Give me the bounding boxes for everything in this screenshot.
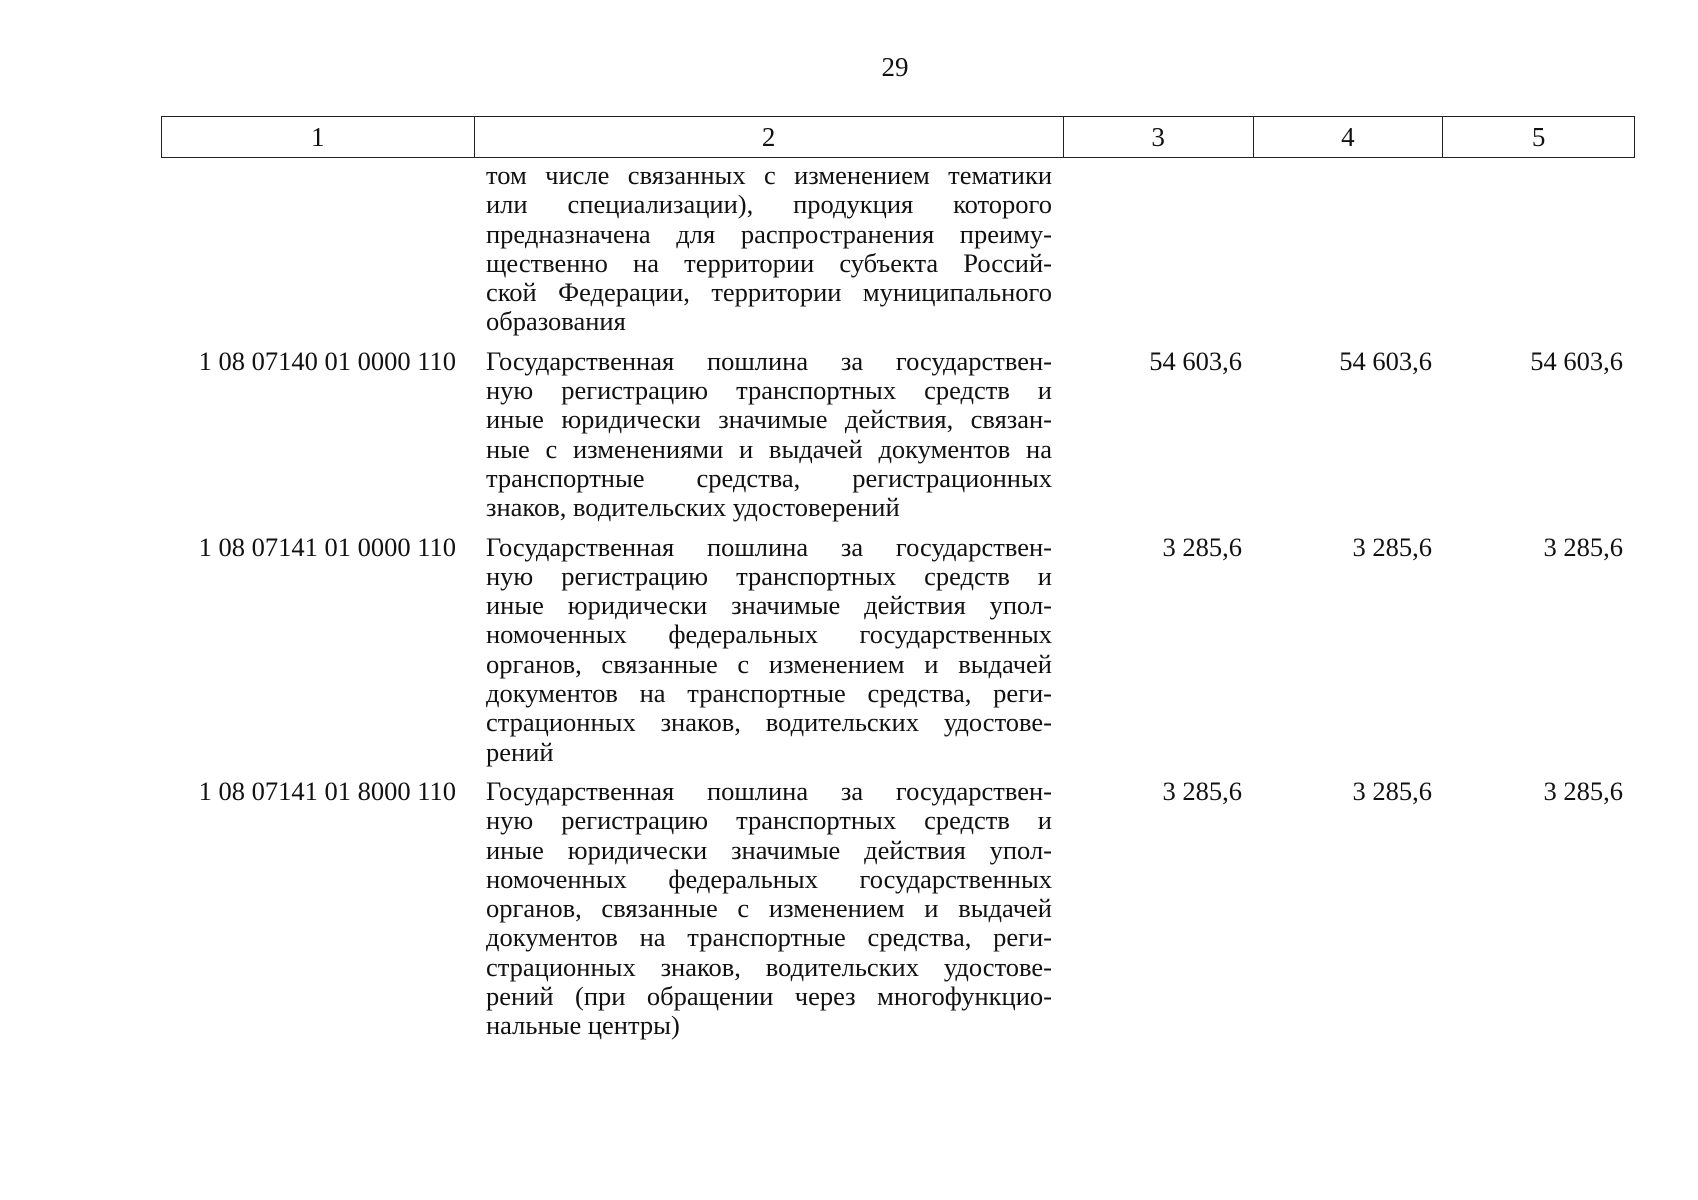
description-line: образования (486, 307, 626, 337)
table-body (161, 161, 1635, 1041)
description-line: органов, связанные с изменением и выдачей (486, 649, 1052, 679)
row-value-3: 3 285,6 (1162, 531, 1242, 562)
column-header-5: 5 (1531, 121, 1546, 152)
column-header-2: 2 (475, 117, 1064, 157)
description-line: органов, связанные с изменением и выдачей (486, 894, 1052, 924)
row-value-4: 3 285,6 (1352, 775, 1432, 806)
description-line: Государственная пошлина за государствен- (486, 346, 1052, 376)
page-number: 29 (881, 52, 909, 82)
table-row (161, 533, 1635, 767)
column-header-1: 1 (162, 117, 475, 157)
description-line: ную регистрацию транспортных средств и (486, 561, 1052, 591)
description-line: документов на транспортные средства, реги- (486, 679, 1052, 709)
row-description (474, 347, 1064, 523)
table-row (161, 347, 1635, 523)
table-header-row (161, 116, 1635, 158)
description-line: знаков, водительских удостоверений (486, 493, 900, 523)
description-line: ную регистрацию транспортных средств и (486, 806, 1052, 836)
column-header-3: 3 (1064, 117, 1254, 157)
description-line: номоченных федеральных государственных (486, 620, 1052, 650)
row-code: 1 08 07140 01 0000 110 (198, 345, 456, 376)
row-description (474, 533, 1064, 767)
description-line: страционных знаков, водительских удостове- (486, 708, 1052, 738)
row-value-4: 54 603,6 (1339, 345, 1432, 376)
row-value-3: 54 603,6 (1149, 345, 1242, 376)
row-value-4 (1254, 161, 1444, 337)
row-description (474, 777, 1064, 1041)
row-value-3 (1064, 161, 1254, 337)
description-line: щественно на территории субъекта Россий- (486, 248, 1052, 278)
description-line: иные юридически значимые действия, связан- (486, 405, 1052, 435)
row-description (474, 161, 1064, 337)
description-line: транспортные средства, регистрационных (486, 463, 1052, 493)
description-line: Государственная пошлина за государствен- (486, 776, 1052, 806)
row-value-3: 3 285,6 (1162, 775, 1242, 806)
description-line: рений (при обращении через многофункцио- (486, 982, 1052, 1012)
description-line: Государственная пошлина за государствен- (486, 532, 1052, 562)
description-line: ской Федерации, территории муниципального (486, 278, 1052, 308)
description-line: документов на транспортные средства, реги- (486, 923, 1052, 953)
row-value-5 (1444, 161, 1635, 337)
description-line: иные юридически значимые действия упол- (486, 591, 1052, 621)
row-code: 1 08 07141 01 8000 110 (198, 775, 456, 806)
description-line: рений (486, 737, 554, 767)
table-row (161, 777, 1635, 1041)
description-line: предназначена для распространения преиму- (486, 219, 1052, 249)
row-code: 1 08 07141 01 0000 110 (198, 531, 456, 562)
budget-table (161, 116, 1635, 1041)
description-line: том числе связанных с изменением тематики (486, 161, 1052, 190)
column-header-4: 4 (1254, 117, 1444, 157)
row-value-5: 3 285,6 (1543, 531, 1623, 562)
description-line: или специализации), продукция которого (486, 190, 1052, 220)
description-line: страционных знаков, водительских удостове- (486, 952, 1052, 982)
row-value-5: 3 285,6 (1543, 775, 1623, 806)
row-value-5: 54 603,6 (1530, 345, 1623, 376)
row-code (161, 161, 474, 337)
description-line: ные с изменениями и выдачей документов на (486, 434, 1052, 464)
row-value-4: 3 285,6 (1352, 531, 1432, 562)
table-row-continuation (161, 161, 1635, 337)
description-line: ную регистрацию транспортных средств и (486, 376, 1052, 406)
description-line: иные юридически значимые действия упол- (486, 835, 1052, 865)
description-line: нальные центры) (486, 1011, 680, 1041)
description-line: номоченных федеральных государственных (486, 864, 1052, 894)
